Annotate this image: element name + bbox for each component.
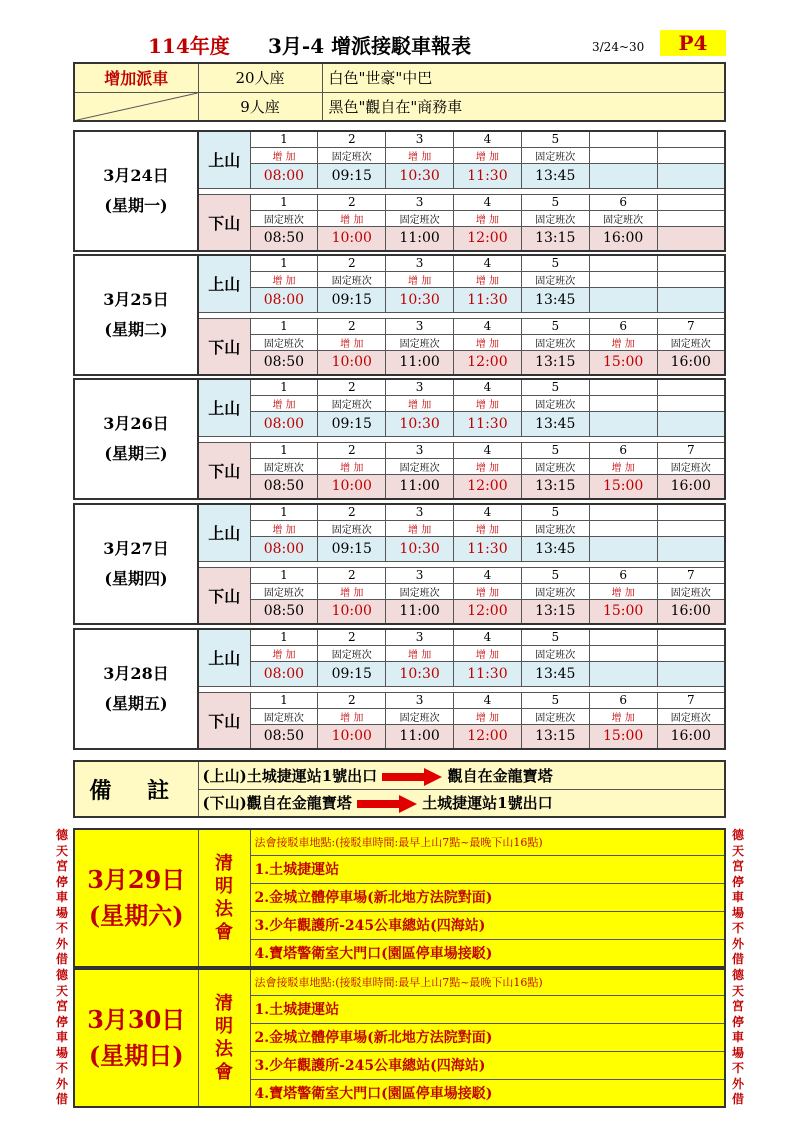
- trip-time: 15:00: [589, 350, 657, 375]
- trip-type: 固定班次: [521, 458, 589, 474]
- trip-type: 固定班次: [657, 334, 725, 350]
- ceremony-name-char: 清: [215, 993, 233, 1014]
- trip-time: 13:45: [521, 536, 589, 561]
- vehicle-description: 白色"世豪"中巴: [322, 63, 725, 92]
- trip-time: 11:00: [386, 226, 454, 251]
- trip-type: 增 加: [318, 583, 386, 599]
- trip-type: 增 加: [454, 271, 522, 287]
- trip-type: 增 加: [589, 334, 657, 350]
- trip-number: 5: [521, 255, 589, 271]
- trip-time: 11:30: [454, 536, 522, 561]
- trip-type: 增 加: [589, 583, 657, 599]
- trip-number: 2: [318, 379, 386, 395]
- day-weekday: (星期一): [104, 196, 168, 215]
- note-down-from: (下山)觀自在金龍寶塔: [202, 794, 352, 813]
- page-number-badge: P4: [660, 30, 726, 56]
- pickup-location: 4.寶塔警衛室大門口(園區停車場接駁): [250, 939, 725, 967]
- empty-cell: [657, 210, 725, 226]
- trip-type: 固定班次: [521, 271, 589, 287]
- trip-number: [657, 379, 725, 395]
- trip-type: 增 加: [386, 645, 454, 661]
- trip-time: 11:00: [386, 474, 454, 499]
- note-up-from: (上山)土城捷運站1號出口: [202, 766, 378, 785]
- trip-number: 3: [386, 194, 454, 210]
- trip-number: [657, 194, 725, 210]
- trip-time: 09:15: [318, 163, 386, 188]
- empty-cell: [657, 661, 725, 686]
- day-date: 3月28日: [103, 664, 169, 683]
- trip-number: [589, 131, 657, 147]
- trip-number: 4: [454, 318, 522, 334]
- trip-type: 固定班次: [657, 583, 725, 599]
- trip-number: 3: [386, 504, 454, 520]
- diagonal-line: [75, 93, 198, 121]
- trip-type: 增 加: [250, 271, 318, 287]
- trip-time: 09:15: [318, 287, 386, 312]
- trip-number: 1: [250, 504, 318, 520]
- trip-number: 4: [454, 379, 522, 395]
- side-note-left: 德天宮停車場不外借: [55, 828, 68, 966]
- trip-time: 12:00: [454, 724, 522, 749]
- empty-cell: [657, 226, 725, 251]
- trip-number: 1: [250, 442, 318, 458]
- trip-number: 3: [386, 318, 454, 334]
- trip-number: 4: [454, 442, 522, 458]
- trip-type: 固定班次: [521, 395, 589, 411]
- trip-type: 增 加: [589, 708, 657, 724]
- empty-cell: [589, 411, 657, 436]
- pickup-location: 3.少年觀護所-245公車總站(四海站): [250, 911, 725, 939]
- trip-time: 15:00: [589, 474, 657, 499]
- trip-number: 6: [589, 194, 657, 210]
- trip-type: 固定班次: [521, 147, 589, 163]
- trip-type: 增 加: [454, 458, 522, 474]
- right-arrow-icon: [382, 768, 442, 786]
- trip-number: [657, 504, 725, 520]
- trip-type: 增 加: [386, 395, 454, 411]
- trip-number: 4: [454, 194, 522, 210]
- day-date: 3月25日: [103, 290, 169, 309]
- trip-number: 6: [589, 567, 657, 583]
- empty-cell: [657, 411, 725, 436]
- empty-cell: [657, 163, 725, 188]
- trip-number: 4: [454, 567, 522, 583]
- day-date-cell: [74, 629, 198, 749]
- trip-type: 固定班次: [318, 395, 386, 411]
- trip-type: 固定班次: [386, 458, 454, 474]
- trip-number: 3: [386, 131, 454, 147]
- direction-down: 下山: [198, 194, 250, 251]
- trip-number: [589, 379, 657, 395]
- trip-number: 1: [250, 131, 318, 147]
- ceremony-weekday: (星期六): [88, 901, 184, 930]
- trip-type: 增 加: [250, 645, 318, 661]
- day-date: 3月24日: [103, 166, 169, 185]
- pickup-location: 2.金城立體停車場(新北地方法院對面): [250, 883, 725, 911]
- trip-type: 固定班次: [250, 583, 318, 599]
- trip-type: 固定班次: [250, 708, 318, 724]
- trip-number: [589, 504, 657, 520]
- empty-cell: [657, 271, 725, 287]
- empty-cell: [657, 287, 725, 312]
- trip-number: 1: [250, 255, 318, 271]
- day-date: 3月26日: [103, 414, 169, 433]
- trip-number: 4: [454, 131, 522, 147]
- empty-cell: [657, 520, 725, 536]
- direction-up: 上山: [198, 255, 250, 312]
- trip-number: 2: [318, 194, 386, 210]
- direction-up: 上山: [198, 504, 250, 561]
- trip-number: [657, 131, 725, 147]
- trip-time: 13:45: [521, 411, 589, 436]
- trip-type: 固定班次: [521, 210, 589, 226]
- pickup-location: 1.土城捷運站: [250, 855, 725, 883]
- ceremony-name-cell: [198, 969, 250, 1107]
- trip-type: 增 加: [454, 210, 522, 226]
- trip-time: 08:00: [250, 661, 318, 686]
- trip-time: 11:00: [386, 350, 454, 375]
- trip-time: 12:00: [454, 350, 522, 375]
- empty-cell: [589, 395, 657, 411]
- side-note-left: 德天宮停車場不外借: [55, 968, 68, 1106]
- trip-number: 2: [318, 692, 386, 708]
- trip-number: [589, 629, 657, 645]
- trip-time: 10:00: [318, 724, 386, 749]
- extra-vehicles-label: 增加派車: [74, 63, 198, 92]
- day-block: [73, 503, 726, 625]
- direction-up: 上山: [198, 131, 250, 188]
- trip-time: 12:00: [454, 226, 522, 251]
- trip-type: 固定班次: [657, 458, 725, 474]
- trip-time: 13:45: [521, 661, 589, 686]
- direction-up: 上山: [198, 629, 250, 686]
- vehicle-seats: 9人座: [198, 92, 322, 121]
- ceremony-name-char: 法: [215, 1039, 233, 1060]
- day-block: [73, 254, 726, 376]
- side-note-right: 德天宮停車場不外借: [731, 968, 744, 1106]
- trip-time: 08:50: [250, 474, 318, 499]
- trip-number: 2: [318, 567, 386, 583]
- trip-type: 固定班次: [521, 583, 589, 599]
- direction-down: 下山: [198, 567, 250, 624]
- direction-down: 下山: [198, 442, 250, 499]
- trip-time: 11:00: [386, 724, 454, 749]
- trip-type: 增 加: [454, 583, 522, 599]
- ceremony-name-char: 明: [215, 876, 233, 897]
- empty-cell: [589, 287, 657, 312]
- trip-number: 6: [589, 318, 657, 334]
- pickup-location: 1.土城捷運站: [250, 995, 725, 1023]
- trip-time: 15:00: [589, 599, 657, 624]
- trip-type: 增 加: [318, 458, 386, 474]
- trip-type: 固定班次: [318, 645, 386, 661]
- trip-type: 增 加: [386, 147, 454, 163]
- trip-time: 08:00: [250, 411, 318, 436]
- ceremony-name-char: 清: [215, 853, 233, 874]
- trip-type: 增 加: [454, 334, 522, 350]
- trip-time: 08:50: [250, 350, 318, 375]
- trip-time: 11:30: [454, 163, 522, 188]
- direction-down: 下山: [198, 692, 250, 749]
- trip-number: 2: [318, 504, 386, 520]
- trip-number: 5: [521, 318, 589, 334]
- trip-type: 增 加: [589, 458, 657, 474]
- trip-type: 增 加: [250, 520, 318, 536]
- trip-number: [589, 255, 657, 271]
- trip-type: 增 加: [318, 708, 386, 724]
- trip-type: 增 加: [454, 520, 522, 536]
- day-weekday: (星期三): [104, 444, 168, 463]
- day-date-cell: [74, 504, 198, 624]
- trip-type: 增 加: [318, 334, 386, 350]
- trip-time: 13:45: [521, 163, 589, 188]
- trip-time: 10:30: [386, 163, 454, 188]
- trip-type: 固定班次: [521, 520, 589, 536]
- trip-number: 5: [521, 442, 589, 458]
- empty-cell: [589, 645, 657, 661]
- trip-time: 10:30: [386, 287, 454, 312]
- trip-number: [657, 629, 725, 645]
- trip-number: 5: [521, 131, 589, 147]
- trip-type: 增 加: [250, 147, 318, 163]
- trip-number: 7: [657, 442, 725, 458]
- day-date: 3月27日: [103, 539, 169, 558]
- trip-number: 3: [386, 692, 454, 708]
- day-block: [73, 130, 726, 252]
- trip-type: 固定班次: [250, 458, 318, 474]
- trip-time: 08:00: [250, 163, 318, 188]
- trip-time: 09:15: [318, 661, 386, 686]
- side-note-right: 德天宮停車場不外借: [731, 828, 744, 966]
- trip-type: 增 加: [454, 147, 522, 163]
- trip-number: 4: [454, 255, 522, 271]
- trip-time: 13:15: [521, 350, 589, 375]
- trip-type: 增 加: [454, 708, 522, 724]
- trip-time: 13:45: [521, 287, 589, 312]
- day-weekday: (星期二): [104, 320, 168, 339]
- trip-number: 5: [521, 194, 589, 210]
- day-block: [73, 378, 726, 500]
- day-weekday: (星期五): [104, 694, 168, 713]
- ceremony-name-char: 會: [215, 922, 233, 943]
- trip-type: 固定班次: [386, 708, 454, 724]
- trip-type: 增 加: [386, 520, 454, 536]
- ceremony-name-cell: [198, 829, 250, 967]
- trip-type: 固定班次: [657, 708, 725, 724]
- ceremony-block: [73, 828, 726, 968]
- trip-number: 3: [386, 255, 454, 271]
- pickup-header: 法會接駁車地點:(接駁車時間:最早上山7點~最晚下山16點): [250, 969, 725, 995]
- note-down-to: 土城捷運站1號出口: [422, 794, 553, 813]
- trip-time: 16:00: [657, 474, 725, 499]
- trip-time: 13:15: [521, 226, 589, 251]
- diagonal-cell: [74, 92, 198, 121]
- trip-time: 10:30: [386, 536, 454, 561]
- empty-cell: [589, 661, 657, 686]
- trip-number: 4: [454, 504, 522, 520]
- direction-down: 下山: [198, 318, 250, 375]
- note-up-route: [198, 761, 725, 789]
- trip-time: 12:00: [454, 474, 522, 499]
- empty-cell: [589, 163, 657, 188]
- trip-time: 13:15: [521, 724, 589, 749]
- trip-time: 10:00: [318, 599, 386, 624]
- trip-number: 7: [657, 567, 725, 583]
- trip-type: 固定班次: [521, 645, 589, 661]
- report-title: 3月-4 增派接駁車報表: [268, 34, 472, 58]
- trip-time: 13:15: [521, 599, 589, 624]
- empty-cell: [657, 645, 725, 661]
- trip-number: 1: [250, 629, 318, 645]
- trip-time: 13:15: [521, 474, 589, 499]
- trip-number: 5: [521, 504, 589, 520]
- trip-time: 09:15: [318, 536, 386, 561]
- trip-number: 2: [318, 318, 386, 334]
- trip-time: 08:50: [250, 226, 318, 251]
- trip-time: 10:00: [318, 474, 386, 499]
- trip-number: 1: [250, 692, 318, 708]
- trip-number: 1: [250, 379, 318, 395]
- trip-type: 固定班次: [318, 147, 386, 163]
- right-arrow-icon: [357, 795, 417, 813]
- day-date-cell: [74, 131, 198, 251]
- trip-type: 固定班次: [386, 334, 454, 350]
- trip-number: 2: [318, 629, 386, 645]
- vehicle-seats: 20人座: [198, 63, 322, 92]
- trip-time: 10:30: [386, 661, 454, 686]
- day-weekday: (星期四): [104, 569, 168, 588]
- page-header: [0, 0, 800, 62]
- empty-cell: [589, 147, 657, 163]
- report-year: 114年度: [148, 34, 230, 58]
- trip-type: 增 加: [318, 210, 386, 226]
- notes-label: 備 註: [74, 761, 198, 817]
- trip-number: 4: [454, 629, 522, 645]
- trip-type: 固定班次: [386, 583, 454, 599]
- trip-number: 5: [521, 379, 589, 395]
- ceremony-date-cell: [74, 969, 198, 1107]
- ceremony-date-cell: [74, 829, 198, 967]
- trip-type: 固定班次: [318, 520, 386, 536]
- trip-number: 5: [521, 692, 589, 708]
- trip-number: 5: [521, 629, 589, 645]
- trip-time: 10:00: [318, 350, 386, 375]
- trip-time: 16:00: [657, 724, 725, 749]
- ceremony-name-char: 法: [215, 899, 233, 920]
- note-down-route: [198, 789, 725, 817]
- trip-time: 11:30: [454, 411, 522, 436]
- trip-type: 增 加: [386, 271, 454, 287]
- empty-cell: [589, 271, 657, 287]
- trip-number: 3: [386, 629, 454, 645]
- ceremony-name-char: 明: [215, 1016, 233, 1037]
- trip-time: 11:30: [454, 661, 522, 686]
- trip-number: 7: [657, 692, 725, 708]
- trip-number: 1: [250, 567, 318, 583]
- day-date-cell: [74, 379, 198, 499]
- trip-time: 08:50: [250, 599, 318, 624]
- vehicle-description: 黑色"觀自在"商務車: [322, 92, 725, 121]
- trip-number: 2: [318, 255, 386, 271]
- trip-time: 09:15: [318, 411, 386, 436]
- day-date-cell: [74, 255, 198, 375]
- trip-type: 增 加: [454, 645, 522, 661]
- trip-time: 08:50: [250, 724, 318, 749]
- date-range: 3/24~30: [592, 40, 645, 54]
- trip-time: 11:30: [454, 287, 522, 312]
- trip-type: 固定班次: [386, 210, 454, 226]
- trip-number: 3: [386, 379, 454, 395]
- trip-number: 1: [250, 194, 318, 210]
- note-up-to: 觀自在金龍寶塔: [447, 766, 553, 785]
- trip-number: 3: [386, 442, 454, 458]
- pickup-header: 法會接駁車地點:(接駁車時間:最早上山7點~最晚下山16點): [250, 829, 725, 855]
- ceremony-date: 3月29日: [87, 865, 186, 894]
- empty-cell: [657, 536, 725, 561]
- trip-number: 1: [250, 318, 318, 334]
- trip-type: 增 加: [454, 395, 522, 411]
- trip-time: 16:00: [657, 350, 725, 375]
- trip-number: 7: [657, 318, 725, 334]
- trip-number: 5: [521, 567, 589, 583]
- trip-time: 10:00: [318, 226, 386, 251]
- day-block: [73, 628, 726, 750]
- trip-time: 16:00: [589, 226, 657, 251]
- trip-time: 11:00: [386, 599, 454, 624]
- trip-time: 08:00: [250, 536, 318, 561]
- trip-time: 16:00: [657, 599, 725, 624]
- direction-up: 上山: [198, 379, 250, 436]
- ceremony-date: 3月30日: [87, 1005, 186, 1034]
- ceremony-block: [73, 968, 726, 1108]
- trip-type: 固定班次: [250, 334, 318, 350]
- trip-number: 3: [386, 567, 454, 583]
- trip-number: 2: [318, 131, 386, 147]
- trip-number: 4: [454, 692, 522, 708]
- empty-cell: [657, 395, 725, 411]
- empty-cell: [589, 520, 657, 536]
- empty-cell: [657, 147, 725, 163]
- ceremony-weekday: (星期日): [88, 1041, 184, 1070]
- trip-type: 固定班次: [589, 210, 657, 226]
- trip-type: 增 加: [250, 395, 318, 411]
- trip-time: 08:00: [250, 287, 318, 312]
- trip-number: [657, 255, 725, 271]
- trip-time: 12:00: [454, 599, 522, 624]
- trip-number: 6: [589, 442, 657, 458]
- trip-type: 固定班次: [521, 708, 589, 724]
- pickup-location: 4.寶塔警衛室大門口(園區停車場接駁): [250, 1079, 725, 1107]
- trip-type: 固定班次: [521, 334, 589, 350]
- trip-time: 15:00: [589, 724, 657, 749]
- notes-table: [73, 760, 726, 818]
- pickup-location: 3.少年觀護所-245公車總站(四海站): [250, 1051, 725, 1079]
- trip-type: 固定班次: [318, 271, 386, 287]
- trip-number: 2: [318, 442, 386, 458]
- empty-cell: [589, 536, 657, 561]
- ceremony-name-char: 會: [215, 1062, 233, 1083]
- trip-number: 6: [589, 692, 657, 708]
- extra-vehicles-table: [73, 62, 726, 122]
- pickup-location: 2.金城立體停車場(新北地方法院對面): [250, 1023, 725, 1051]
- trip-time: 10:30: [386, 411, 454, 436]
- trip-type: 固定班次: [250, 210, 318, 226]
